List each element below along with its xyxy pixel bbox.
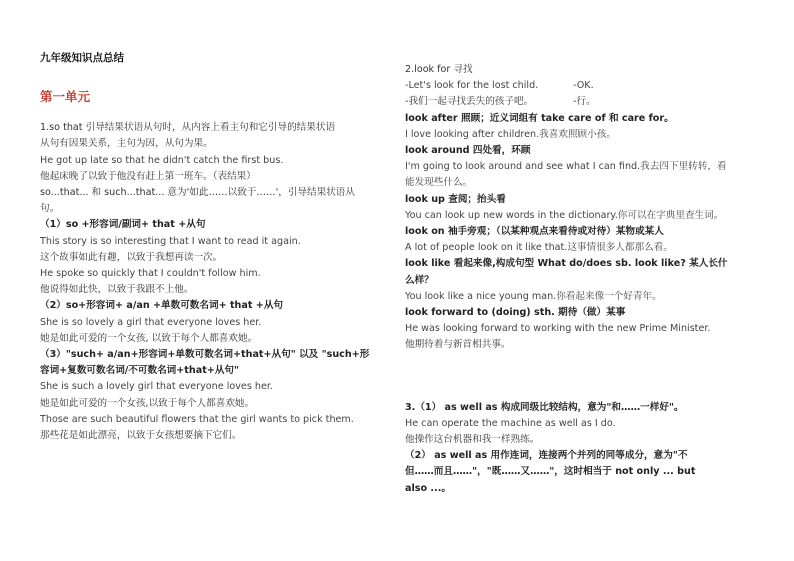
look-for-example-en-a: -Let's look for the lost child. (405, 80, 539, 92)
example-1-cn: 他起床晚了以致于他没有赶上第一班车。（表结果） (40, 170, 256, 182)
rule-1-example-1-cn: 这个故事如此有趣，以致于我想再读一次。 (40, 251, 223, 263)
spacer (405, 354, 757, 400)
document-title: 九年级知识点总结 (40, 52, 124, 64)
rule-3-example-1-en: She is such a lovely girl that everyone loves her. (40, 381, 273, 393)
look-for-example-en (405, 78, 757, 94)
as-well-as-2-line-3: also ...。 (405, 482, 451, 494)
rule-1-heading: （1）so +形容词/副词+ that +从句 (40, 219, 206, 231)
rule-1-example-2-en: He spoke so quickly that I couldn't follow him. (40, 268, 261, 280)
look-for-heading: 2.look for 寻找 (405, 64, 473, 75)
look-after-example: I love looking after children.我喜欢照顾小孩。 (405, 128, 616, 140)
unit-heading: 第一单元 (40, 89, 91, 105)
look-like-heading-2: 么样？ (405, 274, 434, 286)
rule-3-heading-1: （3）"such+ a/an+形容词+单数可数名词+that+从句" 以及 "such+形 (40, 349, 370, 361)
example-1-en: He got up late so that he didn't catch the first bus. (40, 154, 284, 166)
look-like-heading-1: look like 看起来像,构成句型 What do/does sb. look like? 某人长什 (405, 258, 728, 270)
look-around-example-1: I'm going to look around and see what I can find.我去四下里转转，看 (405, 161, 727, 173)
as-well-as-1-example-cn: 他操作这台机器和我一样熟练。 (405, 434, 540, 446)
look-on-heading: look on 袖手旁观；（以某种观点来看待或对待）某物或某人 (405, 226, 664, 238)
look-around-example-2: 能发现些什么。 (405, 177, 473, 189)
rule-3-example-2-cn: 那些花是如此漂亮，以致于女孩想要摘下它们。 (40, 430, 242, 442)
intro-line-1: 1.so that 引导结果状语从句时，从内容上看主句和它引导的结果状语 (40, 122, 336, 134)
note-line-1: so...that... 和 such...that... 意为'如此……以致于……'，引导结果状语从 (40, 187, 355, 199)
look-forward-to-heading: look forward to (doing) sth. 期待（做）某事 (405, 307, 626, 319)
look-up-example: You can look up new words in the dictionary.你可以在字典里查生词。 (405, 209, 724, 221)
as-well-as-2-line-1: （2） as well as 用作连词，连接两个并列的同等成分，意为"不 (405, 450, 688, 462)
rule-3-example-1-cn: 她是如此可爱的一个女孩,以致于每个人都喜欢她。 (40, 397, 255, 409)
look-forward-to-example-en: He was looking forward to working with the new Prime Minister. (405, 323, 711, 335)
as-well-as-1-example-en: He can operate the machine as well as I do. (405, 417, 616, 429)
look-up-heading: look up 查阅；抬头看 (405, 193, 506, 205)
look-around-heading: look around 四处看，环顾 (405, 145, 531, 157)
look-after-heading: look after 照顾；近义词组有 take care of 和 care for。 (405, 112, 674, 124)
left-column (40, 50, 392, 444)
look-for-example-en-b: -OK. (573, 80, 594, 92)
look-for-example-cn (405, 94, 757, 110)
as-well-as-1-heading: 3.（1） as well as 构成同级比较结构，意为"和……一样好"。 (405, 401, 684, 413)
as-well-as-2-line-2: 但……而且……"，"既……又……"，这时相当于 not only ... but (405, 466, 696, 478)
rule-2-heading: （2）so+形容词+ a/an +单数可数名词+ that +从句 (40, 300, 284, 312)
rule-1-example-1-en: This story is so interesting that I want to read it again. (40, 235, 301, 247)
right-column (405, 62, 757, 497)
look-like-example: You look like a nice young man.你看起来像一个好青年。 (405, 290, 662, 302)
look-on-example: A lot of people look on it like that.这事情很多人都那么看。 (405, 242, 673, 254)
rule-1-example-2-cn: 他说得如此快，以致于我跟不上他。 (40, 284, 194, 296)
look-forward-to-example-cn: 他期待着与新首相共事。 (405, 339, 511, 351)
note-line-2: 句。 (40, 203, 60, 215)
rule-3-example-2-en: Those are such beautiful flowers that the girl wants to pick them. (40, 413, 354, 425)
look-for-example-cn-a: -我们一起寻找丢失的孩子吧。 (405, 96, 534, 108)
look-for-example-cn-b: -行。 (573, 96, 596, 108)
rule-3-heading-2: 容词+复数可数名词/不可数名词+that+从句" (40, 365, 239, 377)
rule-2-example-en: She is so lovely a girl that everyone loves her. (40, 316, 262, 328)
intro-line-2: 从句有因果关系，主句为因，从句为果。 (40, 138, 213, 150)
rule-2-example-cn: 她是如此可爱的一个女孩, 以致于每个人都喜欢她。 (40, 332, 258, 344)
